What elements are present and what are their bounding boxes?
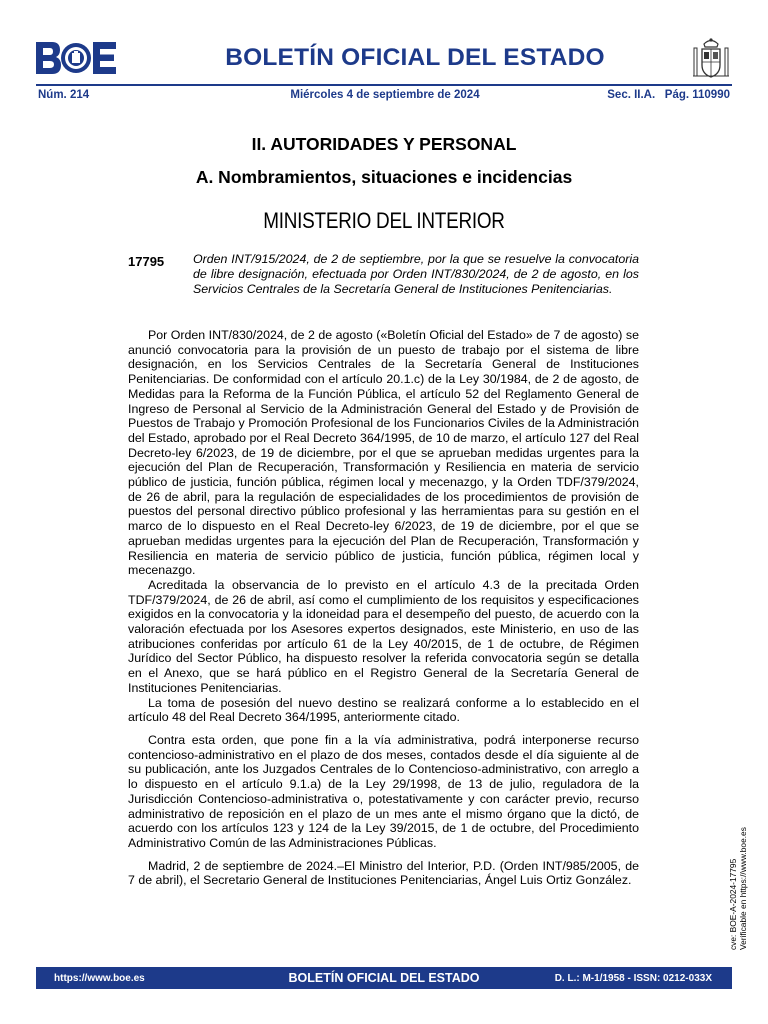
issue-number: Núm. 214 xyxy=(38,89,90,101)
subsection-title: A. Nombramientos, situaciones e incidencias xyxy=(195,167,573,187)
verify-link[interactable]: Verificable en https://www.boe.es xyxy=(738,827,748,950)
section-title: II. AUTORIDADES Y PERSONAL xyxy=(251,134,517,154)
footer-title: BOLETÍN OFICIAL DEL ESTADO xyxy=(288,971,480,985)
footer-bar xyxy=(36,967,732,989)
document-number: 17795 xyxy=(128,254,165,269)
body-paragraph: Por Orden INT/830/2024, de 2 de agosto («Boletín Oficial del Estado» de 7 de agosto) se anunció convocatoria para la provisión de un puesto de trabajo por el sistema de libre designación, en los Servicios Centrales de la Secretaría General de Instituciones Penitenciarias. De conformidad con el artículo 20.1.c) de la Ley 30/1984, de 2 de agosto, de Medidas para la Reforma de la Función Pública, el artículo 52 del Reglamento General de Ingreso de Personal al Servicio de la Administración General del Estado y de Provisión de Puestos de Trabajo y Promoción Profesional de los Funcionarios Civiles de la Administración del Estado, aprobado por el Real Decreto 364/1995, de 10 de marzo, el artículo 127 del Real Decreto-ley 6/2023, de 19 de diciembre, por el que se aprueban medidas urgentes para la ejecución del Plan de Recuperación, Transformación y Resiliencia en materia de servicio público de justicia, función pública, régimen local y mecenazgo, y la Orden TDF/379/2024, de 26 de abril, para la regulación de especialidades de los procedimientos de provisión de puestos del personal directivo público profesional y las herramientas para su gestión en el marco de lo dispuesto en el Real Decreto-ley 6/2023, de 19 de diciembre, por el que se aprueban medidas urgentes para la ejecución del Plan de Recuperación, Transformación y Resiliencia en materia de servicio público de justicia, función pública, régimen local y mecenazgo. xyxy=(128,328,639,578)
footer-url-link[interactable]: https://www.boe.es xyxy=(54,973,145,984)
cve-code: cve: BOE-A-2024-17795 xyxy=(728,858,738,950)
document-summary: Orden INT/915/2024, de 2 de septiembre, por la que se resuelve la convocatoria de libre designación, efectuada por Orden INT/830/2024, de 2 de agosto, en los Servicios Centrales de la Secretaría General de Instituciones Penitenciarias. xyxy=(193,252,639,296)
verification-note xyxy=(728,820,748,950)
body-paragraph: La toma de posesión del nuevo destino se realizará conforme a lo establecido en el artículo 48 del Real Decreto 364/1995, anteriormente citado. xyxy=(128,695,639,725)
masthead-rule xyxy=(36,84,732,86)
signature-paragraph: Madrid, 2 de septiembre de 2024.–El Ministro del Interior, P.D. (Orden INT/985/2005, de 7 de abril), el Secretario General de Instituciones Penitenciarias, Ángel Luis Ortiz González. xyxy=(128,858,639,888)
section-page: Sec. II.A. Pág. 110990 xyxy=(607,89,730,101)
ministry-heading: MINISTERIO DEL INTERIOR xyxy=(263,208,505,233)
coat-of-arms-icon xyxy=(690,36,732,82)
body-paragraph: Contra esta orden, que pone fin a la vía administrativa, podrá interponerse recurso contencioso-administrativo en el plazo de dos meses, contados desde el día siguiente al de su publicación, ante los Juzgados Centrales de lo Contencioso-administrativo, con arreglo a lo dispuesto en el artículo 9.1.a) de la Ley 29/1998, de 13 de julio, reguladora de la Jurisdicción Contencioso-administrativa o, potestativamente y con carácter previo, recurso administrativo de reposición en el plazo de un mes ante el mismo órgano que la dictó, de acuerdo con los artículos 123 y 124 de la Ley 39/2015, de 1 de octubre, del Procedimiento Administrativo Común de las Administraciones Públicas. xyxy=(128,732,639,850)
document-body xyxy=(128,328,639,888)
masthead-title: BOLETÍN OFICIAL DEL ESTADO xyxy=(225,44,605,71)
footer-issn: D. L.: M-1/1958 - ISSN: 0212-033X xyxy=(554,973,712,984)
body-paragraph: Acreditada la observancia de lo previsto en el artículo 4.3 de la precitada Orden TDF/379/2024, de 26 de abril, así como el cumplimiento de los requisitos y especificaciones exigidos en la convocatoria y la idoneidad para el desempeño del puesto, de acuerdo con la valoración efectuada por los Asesores expertos designados, este Ministerio, en uso de las atribuciones conferidas por artículo 61 de la Ley 40/2015, de 1 de octubre, de Régimen Jurídico del Sector Público, ha dispuesto resolver la referida convocatoria según se detalla en el Anexo, que se hará público en el Registro General de la Secretaría General de Instituciones Penitenciarias. xyxy=(128,577,639,695)
issue-date: Miércoles 4 de septiembre de 2024 xyxy=(290,89,480,101)
boe-logo xyxy=(36,42,116,74)
